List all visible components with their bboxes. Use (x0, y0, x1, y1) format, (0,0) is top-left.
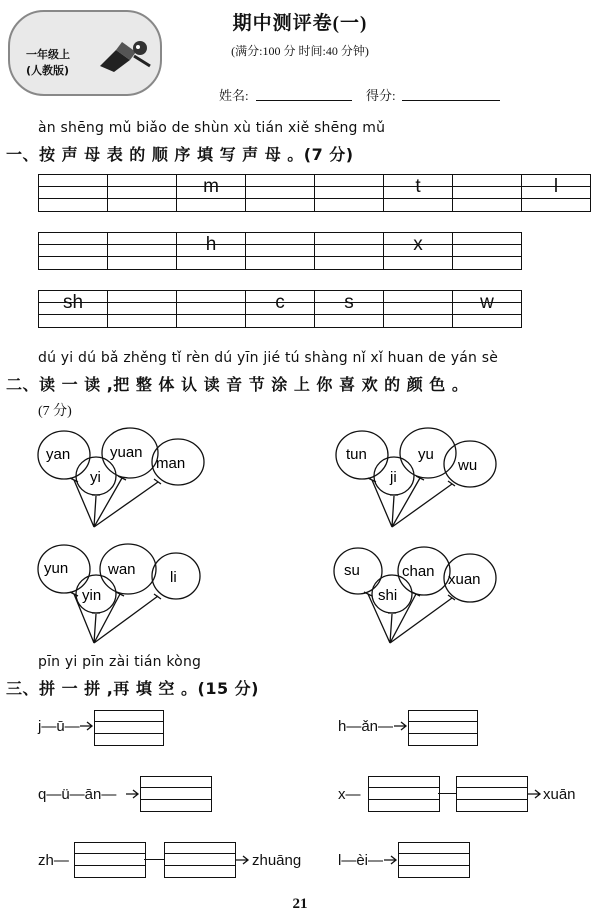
consonant-cell[interactable]: sh (62, 292, 84, 313)
balloon-syllable[interactable]: yin (82, 587, 102, 604)
spell-label: zh— (38, 852, 69, 869)
balloon-syllable[interactable]: yun (44, 560, 69, 577)
result-syllable: xuān (543, 786, 576, 803)
spell-label: x— (338, 786, 361, 803)
balloon-syllable[interactable]: tun (346, 446, 367, 463)
balloon-syllable[interactable]: wan (108, 561, 136, 578)
answer-box[interactable] (74, 842, 146, 878)
answer-box[interactable] (408, 710, 478, 746)
balloon-syllable[interactable]: shi (378, 587, 398, 604)
balloon-syllable[interactable]: yan (46, 446, 71, 463)
balloon-group-4 (328, 538, 508, 650)
arrow-right-icon (78, 718, 94, 734)
name-label: 姓名: (219, 88, 249, 103)
spell-label: j—ū— (38, 718, 80, 735)
consonant-cell[interactable]: t (415, 176, 421, 197)
balloon-syllable[interactable]: yu (418, 446, 434, 463)
consonant-cell[interactable]: w (480, 292, 494, 313)
balloon-group-3 (30, 538, 210, 650)
exam-meta: (满分:100 分 时间:40 分钟) (231, 44, 369, 58)
result-syllable: zhuāng (252, 852, 302, 869)
balloon-syllable[interactable]: man (156, 455, 186, 472)
balloon-syllable[interactable]: su (344, 562, 360, 579)
answer-box[interactable] (94, 710, 164, 746)
section3-heading: 三、拼 一 拼 ,再 填 空 。(15 分) (6, 679, 259, 698)
answer-box[interactable] (398, 842, 470, 878)
answer-box[interactable] (456, 776, 528, 812)
section3-pinyin: pīn yi pīn zài tián kòng (38, 654, 202, 670)
balloon-group-1 (30, 422, 210, 534)
spell-label: h—ǎn— (338, 718, 394, 735)
balloon-syllable[interactable]: ji (390, 469, 397, 486)
balloon-syllable[interactable]: yi (90, 469, 101, 486)
spell-label: l—èi— (338, 852, 384, 869)
consonant-row-3 (38, 290, 522, 328)
balloon-syllable[interactable]: yuan (110, 444, 143, 461)
consonant-row-2 (38, 232, 522, 270)
section1-heading: 一、按 声 母 表 的 顺 序 填 写 声 母 。(7 分) (6, 145, 354, 164)
balloon-group-2 (328, 422, 508, 534)
page-title: 期中测评卷(一) (232, 13, 368, 34)
balloon-syllable[interactable]: li (170, 569, 177, 586)
connector-line (438, 793, 456, 794)
balloon-syllable[interactable]: xuan (448, 571, 481, 588)
answer-box[interactable] (368, 776, 440, 812)
consonant-cell[interactable]: x (413, 234, 423, 255)
consonant-cell[interactable]: c (275, 292, 285, 313)
section2-pinyin: dú yi dú bǎ zhěng tǐ rèn dú yīn jié tú shàng nǐ xǐ huan de yán sè (38, 350, 499, 366)
connector-line (144, 859, 164, 860)
score-field[interactable] (402, 84, 500, 101)
section1-pinyin: àn shēng mǔ biǎo de shùn xù tián xiě shēng mǔ (38, 120, 386, 136)
spell-label: q—ü—ān— (38, 786, 117, 803)
badge-grade: 一年级上 (26, 48, 70, 61)
answer-box[interactable] (164, 842, 236, 878)
arrow-right-icon (124, 786, 140, 802)
name-field[interactable] (256, 84, 352, 101)
arrow-right-icon (392, 718, 408, 734)
arrow-right-icon (234, 852, 250, 868)
page-number: 21 (292, 896, 308, 912)
consonant-cell[interactable]: l (553, 176, 559, 197)
score-label: 得分: (366, 88, 396, 103)
balloon-syllable[interactable]: wu (458, 457, 478, 474)
section2-score: (7 分) (38, 404, 72, 419)
answer-box[interactable] (140, 776, 212, 812)
consonant-cell[interactable]: h (205, 234, 217, 255)
arrow-right-icon (382, 852, 398, 868)
badge-edition: (人教版) (26, 64, 70, 77)
arrow-right-icon (526, 786, 542, 802)
consonant-cell[interactable]: m (203, 176, 219, 197)
section2-heading: 二、读 一 读 ,把 整 体 认 读 音 节 涂 上 你 喜 欢 的 颜 色 。 (6, 375, 469, 394)
consonant-row-1 (38, 174, 591, 212)
balloon-syllable[interactable]: chan (402, 563, 435, 580)
consonant-cell[interactable]: s (344, 292, 354, 313)
